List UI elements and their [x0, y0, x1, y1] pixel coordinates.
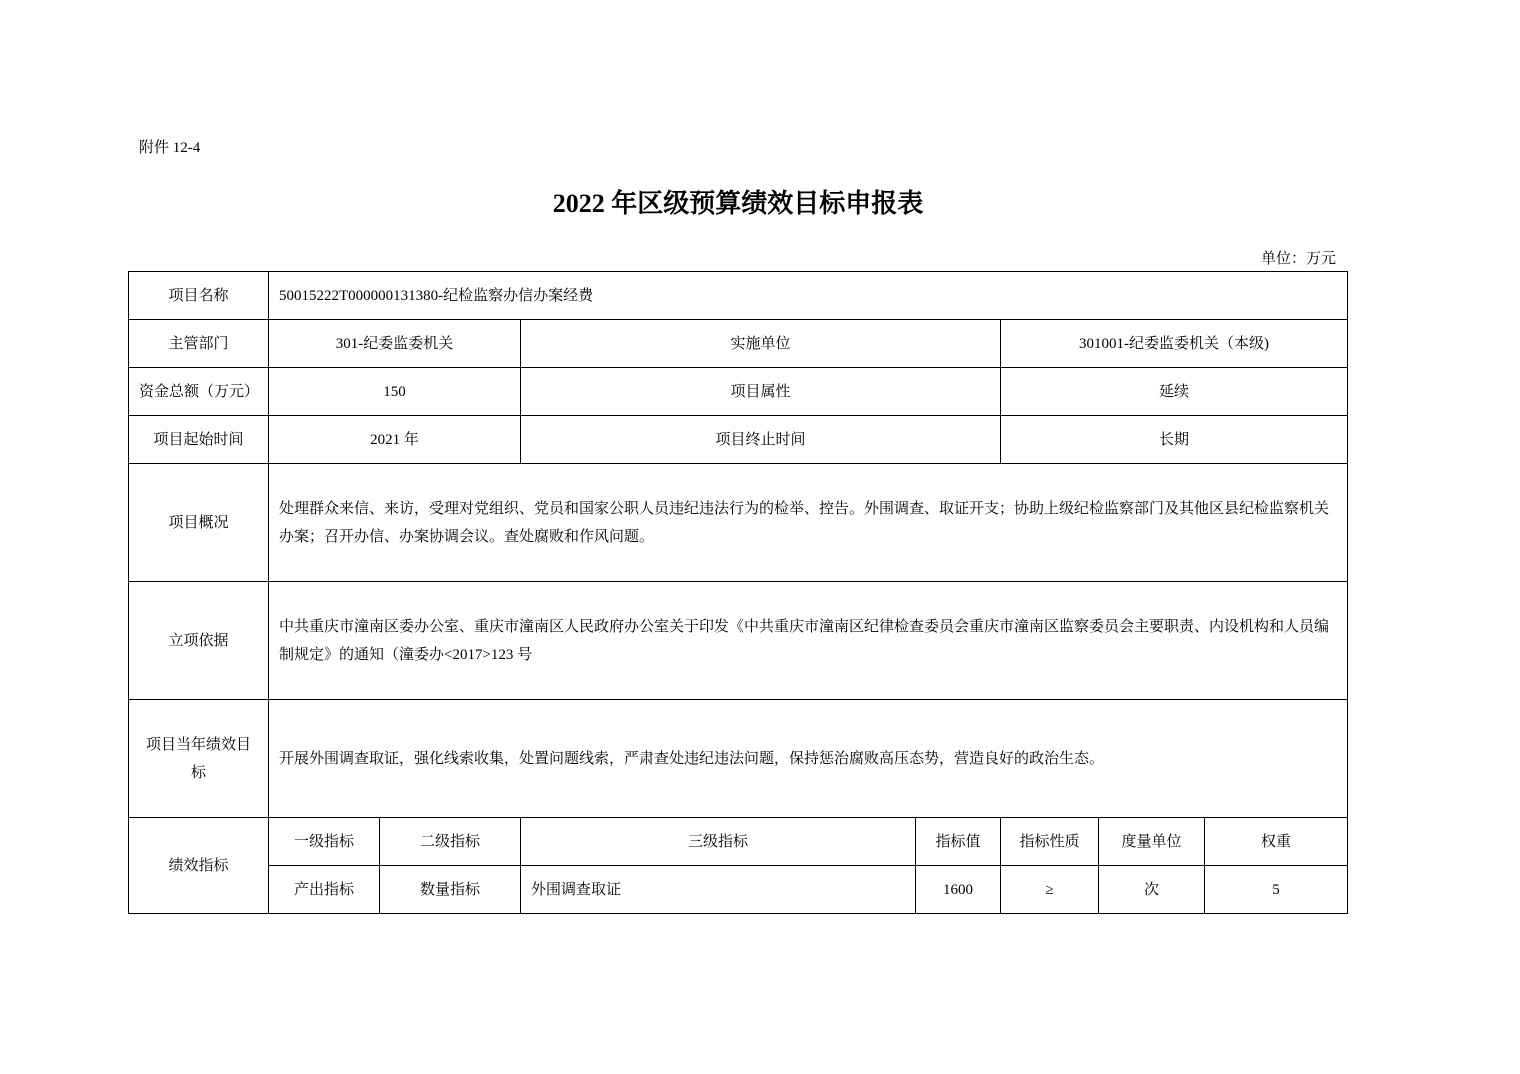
row-goal: [129, 700, 1348, 818]
budget-form-table: [128, 271, 1348, 914]
cell-level1: 产出指标: [269, 866, 380, 914]
project-name-label: 项目名称: [129, 272, 269, 320]
row-indicator-header: [129, 818, 1348, 866]
start-label: 项目起始时间: [129, 416, 269, 464]
goal-value: 开展外围调查取证，强化线索收集，处置问题线索，严肃查处违纪违法问题，保持惩治腐败高压态势，营造良好的政治生态。: [269, 700, 1348, 818]
project-name-value: 50015222T000000131380-纪检监察办信办案经费: [269, 272, 1348, 320]
cell-level2: 数量指标: [380, 866, 521, 914]
row-project-name: [129, 272, 1348, 320]
header-weight: 权重: [1205, 818, 1348, 866]
overview-label: 项目概况: [129, 464, 269, 582]
row-overview: [129, 464, 1348, 582]
header-nature: 指标性质: [1001, 818, 1099, 866]
basis-label: 立项依据: [129, 582, 269, 700]
header-level2: 二级指标: [380, 818, 521, 866]
annex-label: 附件 12-4: [139, 140, 201, 156]
start-value: 2021 年: [269, 416, 521, 464]
row-department: [129, 320, 1348, 368]
impl-unit-label: 实施单位: [521, 320, 1001, 368]
cell-nature: ≥: [1001, 866, 1099, 914]
header-value: 指标值: [916, 818, 1001, 866]
funds-value: 150: [269, 368, 521, 416]
cell-unit: 次: [1099, 866, 1205, 914]
impl-unit-value: 301001-纪委监委机关（本级): [1001, 320, 1348, 368]
attr-value: 延续: [1001, 368, 1348, 416]
cell-weight: 5: [1205, 866, 1348, 914]
cell-value: 1600: [916, 866, 1001, 914]
attr-label: 项目属性: [521, 368, 1001, 416]
row-funds: [129, 368, 1348, 416]
row-period: [129, 416, 1348, 464]
end-value: 长期: [1001, 416, 1348, 464]
header-level1: 一级指标: [269, 818, 380, 866]
cell-level3: 外围调查取证: [521, 866, 916, 914]
end-label: 项目终止时间: [521, 416, 1001, 464]
department-value: 301-纪委监委机关: [269, 320, 521, 368]
overview-value: 处理群众来信、来访，受理对党组织、党员和国家公职人员违纪违法行为的检举、控告。外围调查、取证开支；协助上级纪检监察部门及其他区县纪检监察机关办案；召开办信、办案协调会议。查处腐败和作风问题。: [269, 464, 1348, 582]
header-unit: 度量单位: [1099, 818, 1205, 866]
header-level3: 三级指标: [521, 818, 916, 866]
indicators-label: 绩效指标: [129, 818, 269, 914]
funds-label: 资金总额（万元）: [129, 368, 269, 416]
goal-label: 项目当年绩效目标: [129, 700, 269, 818]
unit-label: 单位：万元: [1260, 251, 1336, 267]
department-label: 主管部门: [129, 320, 269, 368]
page-title: 2022 年区级预算绩效目标申报表: [552, 189, 924, 218]
row-basis: [129, 582, 1348, 700]
basis-value: 中共重庆市潼南区委办公室、重庆市潼南区人民政府办公室关于印发《中共重庆市潼南区纪律检查委员会重庆市潼南区监察委员会主要职责、内设机构和人员编制规定》的通知（潼委办<2017>123 号: [269, 582, 1348, 700]
table-row: [129, 866, 1348, 914]
